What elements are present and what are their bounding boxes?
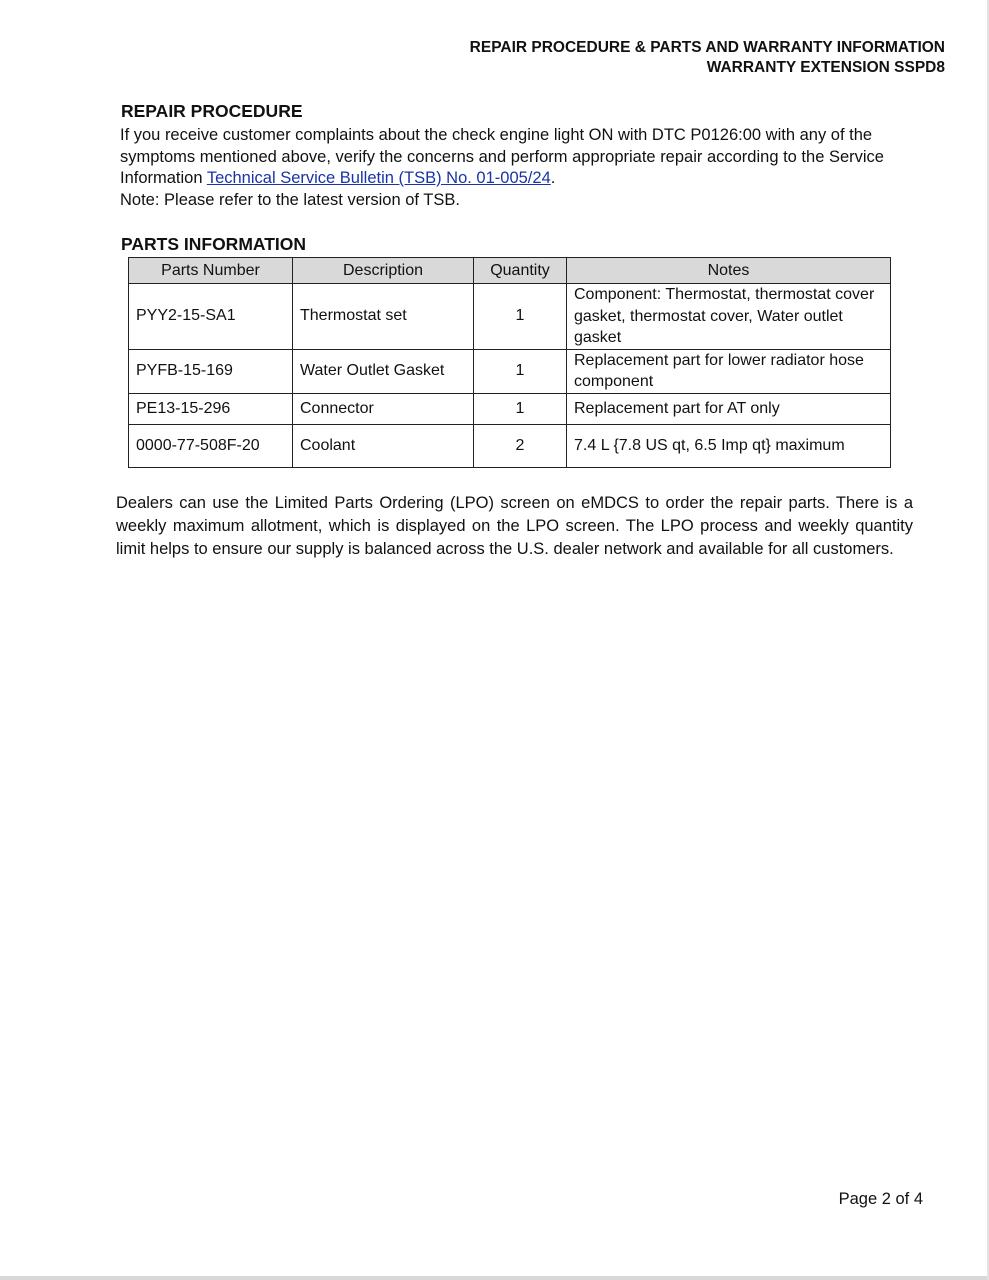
column-header-parts-number: Parts Number: [129, 258, 293, 284]
page-number: Page 2 of 4: [838, 1190, 923, 1208]
table-row: [129, 349, 891, 393]
cell-part-number: PYY2-15-SA1: [129, 284, 293, 350]
column-header-notes: Notes: [567, 258, 891, 284]
parts-information-heading: PARTS INFORMATION: [121, 234, 307, 254]
cell-quantity: 1: [474, 284, 567, 350]
parts-table: [128, 257, 891, 468]
cell-description: Water Outlet Gasket: [293, 349, 474, 393]
page-bottom-edge: [0, 1276, 989, 1280]
cell-notes: 7.4 L {7.8 US qt, 6.5 Imp qt} maximum: [567, 424, 891, 467]
table-row: [129, 424, 891, 467]
repair-text-end: .: [550, 169, 556, 187]
table-header-row: [129, 258, 891, 284]
cell-part-number: PE13-15-296: [129, 393, 293, 424]
column-header-quantity: Quantity: [474, 258, 567, 284]
cell-notes: Replacement part for lower radiator hose component: [567, 349, 891, 393]
repair-procedure-heading: REPAIR PROCEDURE: [121, 101, 303, 121]
dealer-ordering-paragraph: Dealers can use the Limited Parts Ordering (LPO) screen on eMDCS to order the repair parts. There is a weekly maximum allotment, which is displayed on the LPO screen. The LPO process and weekly quantity limit helps to ensure our supply is balanced across the U.S. dealer network and available for all customers.: [116, 494, 913, 558]
repair-text: If you receive customer complaints about the check engine light ON with DTC P0126:00 with any of the symptoms mentioned above, verify the concerns and perform appropriate repair according to the Service Information: [120, 126, 884, 187]
table-row: [129, 284, 891, 350]
cell-quantity: 1: [474, 349, 567, 393]
tsb-link[interactable]: Technical Service Bulletin (TSB) No. 01-005/24: [206, 169, 551, 187]
document-header: [470, 38, 945, 78]
cell-description: Connector: [293, 393, 474, 424]
cell-notes: Replacement part for AT only: [567, 393, 891, 424]
cell-notes: Component: Thermostat, thermostat cover gasket, thermostat cover, Water outlet gasket: [567, 284, 891, 350]
header-title: REPAIR PROCEDURE & PARTS AND WARRANTY INFORMATION: [469, 39, 945, 56]
repair-note: Note: Please refer to the latest version of TSB.: [120, 190, 460, 209]
cell-quantity: 2: [474, 424, 567, 467]
table-row: [129, 393, 891, 424]
cell-description: Thermostat set: [293, 284, 474, 350]
column-header-description: Description: [293, 258, 474, 284]
cell-description: Coolant: [293, 424, 474, 467]
repair-procedure-text: [120, 125, 920, 211]
header-subtitle: WARRANTY EXTENSION SSPD8: [706, 59, 945, 76]
cell-quantity: 1: [474, 393, 567, 424]
cell-part-number: PYFB-15-169: [129, 349, 293, 393]
cell-part-number: 0000-77-508F-20: [129, 424, 293, 467]
